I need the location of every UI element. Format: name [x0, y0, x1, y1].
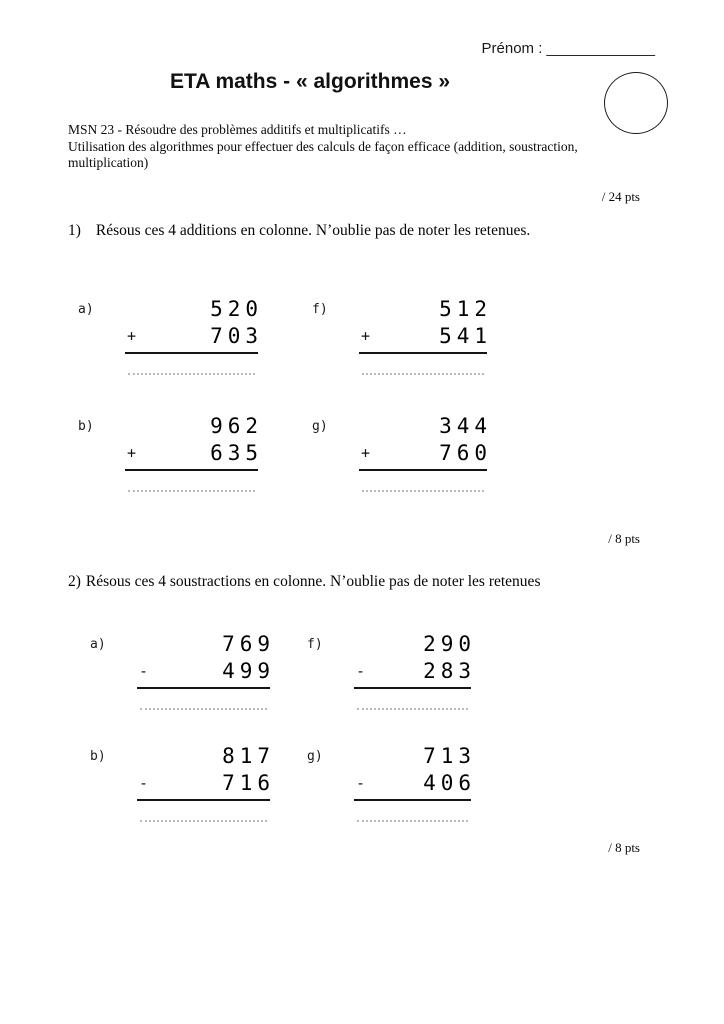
- prenom-line: [482, 40, 655, 57]
- equals-rule: [354, 799, 471, 801]
- section-1-number: 1): [68, 222, 81, 239]
- bottom-operand: 406: [423, 771, 476, 795]
- plus-operator-icon: +: [361, 327, 371, 345]
- section-2-instruction-text: Résous ces 4 soustractions en colonne. N’oublie pas de noter les retenues: [85, 573, 541, 590]
- total-points-badge: / 24 pts: [601, 189, 640, 204]
- answer-line: [128, 373, 255, 375]
- equals-rule: [137, 799, 270, 801]
- minus-operator-icon: -: [356, 662, 366, 680]
- equals-rule: [359, 469, 487, 471]
- addition-problem-g: [312, 413, 492, 492]
- plus-operator-icon: +: [127, 444, 137, 462]
- problem-label: b): [78, 419, 94, 434]
- top-operand: 520: [210, 297, 263, 321]
- objective-line-3: multiplication): [68, 155, 149, 170]
- learning-objective: [68, 122, 628, 172]
- problem-label: g): [312, 419, 328, 434]
- section-1-instruction: [68, 222, 530, 240]
- bottom-operand: 283: [423, 659, 476, 683]
- equals-rule: [354, 687, 471, 689]
- top-operand: 512: [439, 297, 492, 321]
- subtraction-problem-g: [307, 743, 476, 822]
- bottom-operand: 703: [210, 324, 263, 348]
- bottom-operand: 541: [439, 324, 492, 348]
- problem-label: f): [307, 637, 323, 652]
- addition-problem-a: [78, 296, 263, 375]
- plus-operator-icon: +: [361, 444, 371, 462]
- equals-rule: [137, 687, 270, 689]
- top-operand: 769: [222, 632, 275, 656]
- section-2-points-badge: / 8 pts: [608, 840, 640, 855]
- top-operand: 817: [222, 744, 275, 768]
- top-operand: 713: [423, 744, 476, 768]
- top-operand: 962: [210, 414, 263, 438]
- answer-line: [140, 708, 267, 710]
- objective-line-2: Utilisation des algorithmes pour effectuer des calculs de façon efficace (addition, soustraction,: [68, 138, 578, 154]
- answer-line: [357, 708, 468, 710]
- minus-operator-icon: -: [139, 774, 149, 792]
- equals-rule: [125, 469, 258, 471]
- answer-line: [362, 490, 484, 492]
- equals-rule: [359, 352, 487, 354]
- addition-problem-f: [312, 296, 492, 375]
- page-title: ETA maths - « algorithmes »: [169, 70, 451, 93]
- bottom-operand: 716: [222, 771, 275, 795]
- prenom-label: Prénom :: [481, 40, 543, 57]
- top-operand: 344: [439, 414, 492, 438]
- top-operand: 290: [423, 632, 476, 656]
- bottom-operand: 760: [439, 441, 492, 465]
- objective-line-1: MSN 23 - Résoudre des problèmes additifs et multiplicatifs …: [68, 122, 407, 137]
- section-2-instruction: [68, 573, 540, 591]
- prenom-blank: _____________: [546, 40, 655, 57]
- problem-label: a): [78, 302, 94, 317]
- problem-label: f): [312, 302, 328, 317]
- addition-problem-b: [78, 413, 263, 492]
- section-2-number: 2): [68, 573, 81, 590]
- bottom-operand: 635: [210, 441, 263, 465]
- answer-line: [140, 820, 267, 822]
- minus-operator-icon: -: [356, 774, 366, 792]
- subtraction-problem-b: [90, 743, 275, 822]
- answer-line: [128, 490, 255, 492]
- bottom-operand: 499: [222, 659, 275, 683]
- answer-line: [357, 820, 468, 822]
- equals-rule: [125, 352, 258, 354]
- section-1-points-badge: / 8 pts: [608, 531, 640, 546]
- answer-line: [362, 373, 484, 375]
- section-1-instruction-text: Résous ces 4 additions en colonne. N’oublie pas de noter les retenues.: [95, 222, 531, 239]
- subtraction-problem-f: [307, 631, 476, 710]
- problem-label: b): [90, 749, 106, 764]
- subtraction-problem-a: [90, 631, 275, 710]
- plus-operator-icon: +: [127, 327, 137, 345]
- problem-label: a): [90, 637, 106, 652]
- minus-operator-icon: -: [139, 662, 149, 680]
- problem-label: g): [307, 749, 323, 764]
